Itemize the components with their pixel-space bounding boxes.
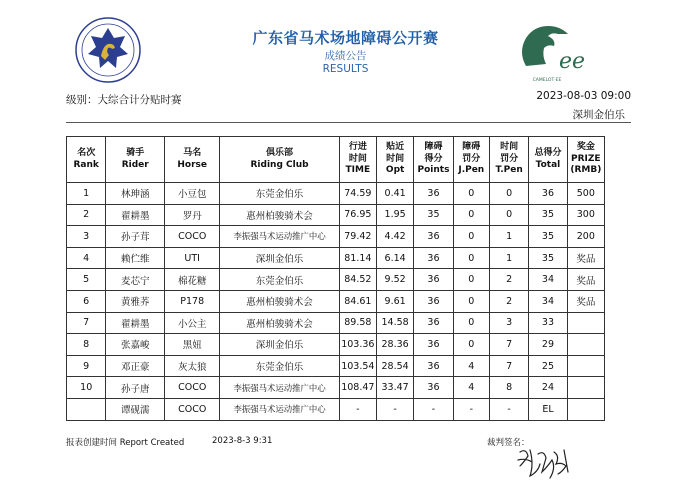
cell-total: 35 <box>529 226 567 248</box>
cell-opt: 1.95 <box>376 204 413 226</box>
cell-points: 36 <box>414 290 453 312</box>
table-row <box>67 269 605 291</box>
cell-prize <box>567 355 604 377</box>
cell-prize <box>567 377 604 399</box>
cell-points: 35 <box>414 204 453 226</box>
cell-horse: 灰太狼 <box>165 355 220 377</box>
col-header-tpen: 时间 罚分 T.Pen <box>489 137 528 183</box>
cell-prize <box>567 334 604 356</box>
cell-opt: 9.61 <box>376 290 413 312</box>
cell-prize <box>567 312 604 334</box>
col-header-total: 总得分 Total <box>529 137 567 183</box>
cell-total: 34 <box>529 290 567 312</box>
cell-rank: 8 <box>67 334 106 356</box>
cell-total: EL <box>529 398 567 420</box>
cell-prize: 奖品 <box>567 269 604 291</box>
event-venue: 深圳金伯乐 <box>572 109 625 121</box>
cell-tpen: 7 <box>489 334 528 356</box>
cell-club: 惠州柏骏骑术会 <box>220 290 339 312</box>
cell-horse: COCO <box>165 377 220 399</box>
cell-opt: 28.36 <box>376 334 413 356</box>
page-title: 广东省马术场地障碍公开赛 <box>252 29 439 47</box>
cell-jpen: 0 <box>453 204 489 226</box>
cell-club: 惠州柏骏骑术会 <box>220 204 339 226</box>
cell-club: 东莞金伯乐 <box>220 269 339 291</box>
cell-rank: 7 <box>67 312 106 334</box>
col-header-opt: 贴近 时间 Opt <box>376 137 413 183</box>
col-header-club: 俱乐部 Riding Club <box>220 137 339 183</box>
cell-points: - <box>414 398 453 420</box>
cell-horse: COCO <box>165 226 220 248</box>
cell-points: 36 <box>414 355 453 377</box>
col-header-time: 行进 时间 TIME <box>339 137 376 183</box>
cell-club: 深圳金伯乐 <box>220 247 339 269</box>
cell-jpen: 0 <box>453 247 489 269</box>
table-row <box>67 226 605 248</box>
cell-opt: 9.52 <box>376 269 413 291</box>
cell-points: 36 <box>414 183 453 205</box>
cell-horse: 小豆包 <box>165 183 220 205</box>
cell-rider: 赖伫维 <box>106 247 165 269</box>
cell-tpen: - <box>489 398 528 420</box>
cell-rank: 10 <box>67 377 106 399</box>
cell-rider: 翟耕墨 <box>106 204 165 226</box>
cell-total: 33 <box>529 312 567 334</box>
results-label: RESULTS <box>322 63 369 75</box>
cell-tpen: 7 <box>489 355 528 377</box>
cell-tpen: 3 <box>489 312 528 334</box>
cell-points: 36 <box>414 247 453 269</box>
cell-jpen: 0 <box>453 183 489 205</box>
cell-rank <box>67 398 106 420</box>
svg-text:ee: ee <box>559 49 586 74</box>
cell-opt: 33.47 <box>376 377 413 399</box>
cell-rank: 9 <box>67 355 106 377</box>
cell-opt: 0.41 <box>376 183 413 205</box>
cell-horse: UTI <box>165 247 220 269</box>
cell-opt: 28.54 <box>376 355 413 377</box>
cell-total: 25 <box>529 355 567 377</box>
cell-time: 84.52 <box>339 269 376 291</box>
cell-tpen: 0 <box>489 183 528 205</box>
cell-rider: 谭砚濡 <box>106 398 165 420</box>
cell-total: 36 <box>529 183 567 205</box>
cell-tpen: 0 <box>489 204 528 226</box>
cell-time: - <box>339 398 376 420</box>
cell-tpen: 1 <box>489 247 528 269</box>
table-header-row <box>67 137 605 183</box>
cell-club: 李振强马术运动推广中心 <box>220 226 339 248</box>
cell-horse: 棉花糖 <box>165 269 220 291</box>
cell-club: 惠州柏骏骑术会 <box>220 312 339 334</box>
cell-rank: 5 <box>67 269 106 291</box>
cell-time: 108.47 <box>339 377 376 399</box>
cell-rank: 1 <box>67 183 106 205</box>
table-row <box>67 247 605 269</box>
table-row <box>67 204 605 226</box>
cell-jpen: - <box>453 398 489 420</box>
cell-points: 36 <box>414 377 453 399</box>
results-body <box>67 183 605 421</box>
cell-opt: 14.58 <box>376 312 413 334</box>
table-row <box>67 398 605 420</box>
cell-prize: 200 <box>567 226 604 248</box>
cell-time: 76.95 <box>339 204 376 226</box>
col-header-rank: 名次 Rank <box>67 137 106 183</box>
table-row <box>67 377 605 399</box>
cell-jpen: 4 <box>453 355 489 377</box>
cell-rider: 黄雅荞 <box>106 290 165 312</box>
club-logo-text: CAMELOT·EE <box>532 78 562 83</box>
cell-rider: 张嘉峻 <box>106 334 165 356</box>
cell-club: 李振强马术运动推广中心 <box>220 377 339 399</box>
cell-opt: 6.14 <box>376 247 413 269</box>
header-divider <box>66 122 631 123</box>
cell-prize: 奖品 <box>567 247 604 269</box>
col-header-jpen: 障碍 罚分 J.Pen <box>453 137 489 183</box>
cell-points: 36 <box>414 334 453 356</box>
cell-prize <box>567 398 604 420</box>
cell-rank: 6 <box>67 290 106 312</box>
cell-time: 74.59 <box>339 183 376 205</box>
cell-jpen: 0 <box>453 290 489 312</box>
cell-jpen: 0 <box>453 226 489 248</box>
cell-club: 东莞金伯乐 <box>220 183 339 205</box>
col-header-horse: 马名 Horse <box>165 137 220 183</box>
cell-rider: 孙子唐 <box>106 377 165 399</box>
judge-signature-label: 裁判签名： <box>487 438 530 448</box>
cell-points: 36 <box>414 226 453 248</box>
cell-prize: 500 <box>567 183 604 205</box>
cell-club: 深圳金伯乐 <box>220 334 339 356</box>
cell-points: 36 <box>414 312 453 334</box>
cell-prize: 奖品 <box>567 290 604 312</box>
cell-total: 35 <box>529 204 567 226</box>
cell-tpen: 8 <box>489 377 528 399</box>
cell-club: 李振强马术运动推广中心 <box>220 398 339 420</box>
cell-time: 103.54 <box>339 355 376 377</box>
cell-rank: 3 <box>67 226 106 248</box>
cell-club: 东莞金伯乐 <box>220 355 339 377</box>
cell-tpen: 2 <box>489 290 528 312</box>
cell-tpen: 1 <box>489 226 528 248</box>
cell-jpen: 0 <box>453 312 489 334</box>
cell-horse: P178 <box>165 290 220 312</box>
cell-points: 36 <box>414 269 453 291</box>
cell-time: 103.36 <box>339 334 376 356</box>
cell-time: 84.61 <box>339 290 376 312</box>
cell-tpen: 2 <box>489 269 528 291</box>
col-header-prize: 奖金 PRIZE (RMB) <box>567 137 604 183</box>
cell-rank: 4 <box>67 247 106 269</box>
cell-time: 89.58 <box>339 312 376 334</box>
cell-jpen: 0 <box>453 269 489 291</box>
report-created-date: 2023-8-3 9:31 <box>212 436 273 446</box>
cell-rank: 2 <box>67 204 106 226</box>
report-created-label: 报表创建时间 Report Created <box>66 438 185 448</box>
cell-total: 29 <box>529 334 567 356</box>
cell-opt: - <box>376 398 413 420</box>
table-row <box>67 355 605 377</box>
cell-rider: 麦芯宁 <box>106 269 165 291</box>
cell-horse: 黑妞 <box>165 334 220 356</box>
cell-horse: 罗丹 <box>165 204 220 226</box>
cell-rider: 林珅涵 <box>106 183 165 205</box>
results-table <box>66 136 605 421</box>
competition-level: 级别：大综合计分贴时赛 <box>66 94 182 106</box>
table-row <box>67 334 605 356</box>
cell-total: 34 <box>529 269 567 291</box>
cell-jpen: 4 <box>453 377 489 399</box>
cell-jpen: 0 <box>453 334 489 356</box>
table-row <box>67 183 605 205</box>
cell-prize: 300 <box>567 204 604 226</box>
cell-horse: 小公主 <box>165 312 220 334</box>
cell-opt: 4.42 <box>376 226 413 248</box>
cell-rider: 邓正豪 <box>106 355 165 377</box>
cell-rider: 孙子茸 <box>106 226 165 248</box>
col-header-rider: 骑手 Rider <box>106 137 165 183</box>
cell-rider: 翟耕墨 <box>106 312 165 334</box>
col-header-points: 障碍 得分 Points <box>414 137 453 183</box>
cell-time: 79.42 <box>339 226 376 248</box>
cell-total: 24 <box>529 377 567 399</box>
cell-horse: COCO <box>165 398 220 420</box>
cell-total: 35 <box>529 247 567 269</box>
table-row <box>67 290 605 312</box>
page-subtitle: 成绩公告 <box>324 50 367 62</box>
table-row <box>67 312 605 334</box>
cell-time: 81.14 <box>339 247 376 269</box>
judge-signature <box>512 442 582 484</box>
event-datetime: 2023-08-03 09:00 <box>536 90 631 102</box>
